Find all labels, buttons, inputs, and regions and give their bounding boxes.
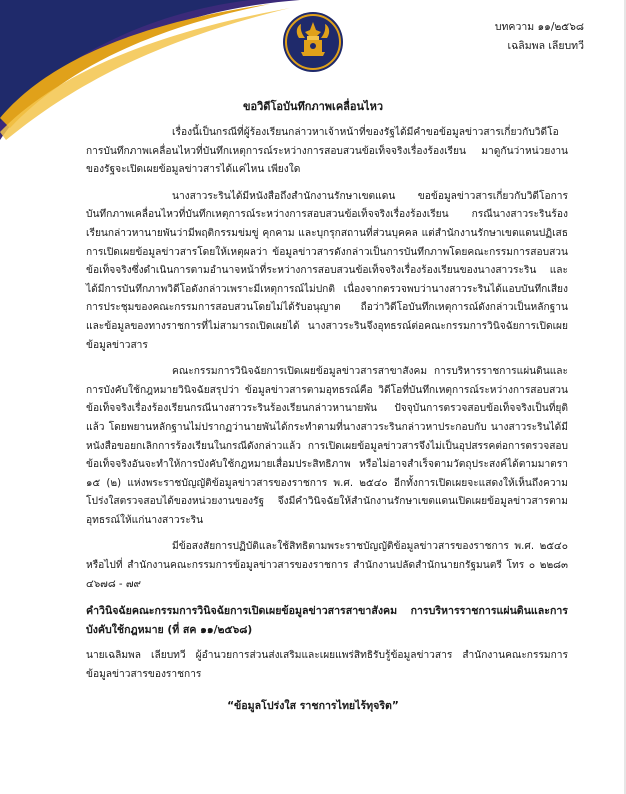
paragraph-intro: เรื่องนี้เป็นกรณีที่ผู้ร้องเรียนกล่าวหาเจ้าหน้าที่ของรัฐได้มีคำขอข้อมูลข่าวสารเกี่ยวกับวิดีโอการบันทึกภาพเคลื่อนไหวที่บันทึกเหตุการณ์ระหว่างการสอบสวนข้อเท็จจริงเรื่องร้องเรียน มาดูกันว่าหน่วยงานของรัฐจะเปิดเผยข้อมูลข่าวสารได้แค่ไหน เพียงใด bbox=[86, 127, 568, 176]
author-name: เฉลิมพล เลียบทวี bbox=[507, 40, 584, 52]
document-number: บทความ ๑๑/๒๕๖๘ bbox=[494, 21, 584, 33]
slogan: “ข้อมูลโปร่งใส ราชการไทยไร้ทุจริต” bbox=[227, 700, 399, 712]
document-reference bbox=[404, 18, 584, 56]
document-body bbox=[86, 124, 568, 693]
paragraph-contact: มีข้อสงสัยการปฏิบัติและใช้สิทธิตามพระราชบัญญัติข้อมูลข่าวสารของราชการ พ.ศ. ๒๕๔๐ หรือไปที่ สำนักงานคณะกรรมการข้อมูลข่าวสารของราชการ สำนักงานปลัดสำนักนายกรัฐมนตรี โทร ๐ ๒๒๘๓ ๔๖๗๘ - ๗๙ bbox=[86, 541, 568, 590]
paragraph-facts: นางสาวระรินได้มีหนังสือถึงสำนักงานรักษาเขตแดน ขอข้อมูลข่าวสารเกี่ยวกับวิดีโอการบันทึกภาพเคลื่อนไหวที่บันทึกเหตุการณ์ระหว่างการสอบสวนข้อเท็จจริงเรื่องร้องเรียน กรณีนางสาวระรินร้องเรียนกล่าวหานายพันว่ามีพฤติกรรมข่มขู่ คุกคาม และบุกรุกสถานที่ส่วนบุคคล แต่สำนักงานรักษาเขตแดนปฏิเสธการเปิดเผยข้อมูลข่าวสารโดยให้เหตุผลว่า ข้อมูลข่าวสารดังกล่าวเป็นการบันทึกภาพโดยคณะกรรมการสอบสวนข้อเท็จจริงซึ่งดำเนินการตามอำนาจหน้าที่ระหว่างการสอบสวนข้อเท็จจริงเรื่องร้องเรียนของนางสาวระริน และได้มีการบันทึกภาพวิดีโอดังกล่าวเพราะมีเหตุการณ์ไม่ปกติ เนื่องจากตรวจพบว่านางสาวระรินได้แอบบันทึกเสียงการประชุมของคณะกรรมการสอบสวนโดยไม่ได้รับอนุญาต ถือว่าวิดีโอบันทึกเหตุการณ์ดังกล่าวเป็นหลักฐานและข้อมูลของทางราชการที่ไม่สามารถเปิดเผยได้ นางสาวระรินจึงอุทธรณ์ต่อคณะกรรมการวินิจฉัยการเปิดเผยข้อมูลข่าวสาร bbox=[86, 190, 568, 351]
author-credit: นายเฉลิมพล เลียบทวี ผู้อำนวยการส่วนส่งเสริมและเผยแพร่สิทธิรับรู้ข้อมูลข่าวสาร สำนักงานคณะกรรมการข้อมูลข่าวสารของราชการ bbox=[86, 650, 568, 681]
government-emblem-icon bbox=[281, 10, 345, 74]
document-title: ขอวิดีโอบันทึกภาพเคลื่อนไหว bbox=[243, 100, 383, 113]
ruling-reference: คำวินิจฉัยคณะกรรมการวินิจฉัยการเปิดเผยข้อมูลข่าวสารสาขาสังคม การบริหารราชการแผ่นดินและการบังคับใช้กฎหมาย (ที่ สค ๑๑/๒๕๖๘) bbox=[86, 605, 568, 636]
paragraph-ruling: คณะกรรมการวินิจฉัยการเปิดเผยข้อมูลข่าวสารสาขาสังคม การบริหารราชการแผ่นดินและการบังคับใช้กฎหมายวินิจฉัยสรุปว่า ข้อมูลข่าวสารตามอุทธรณ์คือ วิดีโอที่บันทึกเหตุการณ์ระหว่างการสอบสวนข้อเท็จจริงเรื่องร้องเรียนกรณีนางสาวระรินร้องเรียนกล่าวหานายพัน ปัจจุบันการตรวจสอบข้อเท็จจริงเป็นที่ยุติแล้ว โดยพยานหลักฐานไม่ปรากฏว่านายพันได้กระทำตามที่นางสาวระรินกล่าวหาประกอบกับ นางสาวระรินได้มีหนังสือขอยกเลิกการร้องเรียนในกรณีดังกล่าวแล้ว การเปิดเผยข้อมูลข่าวสารจึงไม่เป็นอุปสรรคต่อการตรวจสอบข้อเท็จจริงอันจะทำให้การบังคับใช้กฎหมายเสื่อมประสิทธิภาพ หรือไม่อาจสำเร็จตามวัตถุประสงค์ได้ตามมาตรา ๑๕ (๒) แห่งพระราชบัญญัติข้อมูลข่าวสารของราชการ พ.ศ. ๒๕๔๐ อีกทั้งการเปิดเผยจะแสดงให้เห็นถึงความโปร่งใสตรวจสอบได้ของหน่วยงานของรัฐ จึงมีคำวินิจฉัยให้สำนักงานรักษาเขตแดนเปิดเผยข้อมูลข่าวสารตามอุทธรณ์ให้แก่นางสาวระริน bbox=[86, 366, 568, 526]
